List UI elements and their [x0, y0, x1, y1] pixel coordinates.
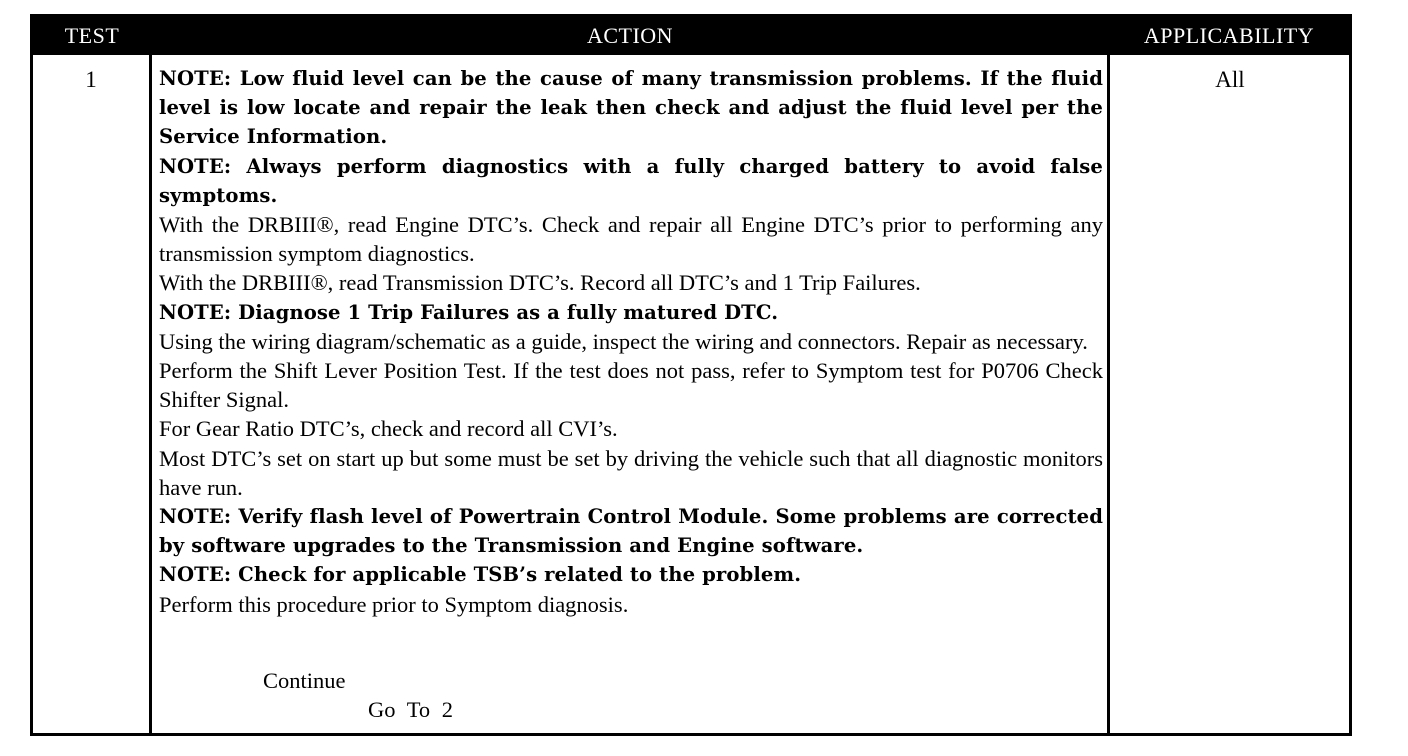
action-note-tsb: NOTE: Check for applicable TSB’s related to the problem. [159, 563, 802, 587]
continue-label: Continue [263, 668, 346, 693]
action-cell [159, 64, 1103, 619]
header-applicability: APPLICABILITY [1143, 23, 1315, 48]
action-step-engine-dtc: With the DRBIII®, read Engine DTC’s. Check and repair all Engine DTC’s prior to performing any transmission symptom diagnostics. [159, 212, 1103, 267]
table-header [33, 17, 1349, 55]
header-test: TEST [64, 23, 120, 48]
action-step-transmission-dtc: With the DRBIII®, read Transmission DTC’s. Record all DTC’s and 1 Trip Failures. [159, 270, 921, 296]
action-note-low-fluid: NOTE: Low fluid level can be the cause of many transmission problems. If the fluid level is low locate and repair the leak then check and adjust the fluid level per the Service Information. [159, 67, 1103, 149]
column-divider-test [149, 55, 152, 733]
goto-label: Go To [368, 697, 431, 722]
applicability-value: All [1215, 67, 1245, 92]
action-step-procedure: Perform this procedure prior to Symptom diagnosis. [159, 591, 629, 617]
action-note-battery: NOTE: Always perform diagnostics with a fully charged battery to avoid false symptoms. [159, 154, 1103, 207]
test-number: 1 [85, 67, 97, 92]
header-action: ACTION [586, 23, 674, 48]
action-step-start-up: Most DTC’s set on start up but some must be set by driving the vehicle such that all diagnostic monitors have run. [159, 445, 1103, 500]
diagnostic-table [30, 14, 1352, 736]
column-divider-applicability [1107, 55, 1110, 733]
action-step-gear-ratio: For Gear Ratio DTC’s, check and record all CVI’s. [159, 416, 618, 442]
action-note-trip-failures: NOTE: Diagnose 1 Trip Failures as a fully matured DTC. [159, 300, 779, 324]
action-step-shift-lever: Perform the Shift Lever Position Test. If the test does not pass, refer to Symptom test for P0706 Check Shifter Signal. [159, 358, 1103, 413]
goto-target[interactable]: 2 [441, 697, 454, 722]
goto-link[interactable] [368, 697, 453, 723]
action-step-wiring: Using the wiring diagram/schematic as a guide, inspect the wiring and connectors. Repair as necessary. [159, 328, 1088, 354]
action-note-flash-level: NOTE: Verify flash level of Powertrain Control Module. Some problems are corrected by software upgrades to the Transmission and Engine software. [159, 505, 1103, 558]
